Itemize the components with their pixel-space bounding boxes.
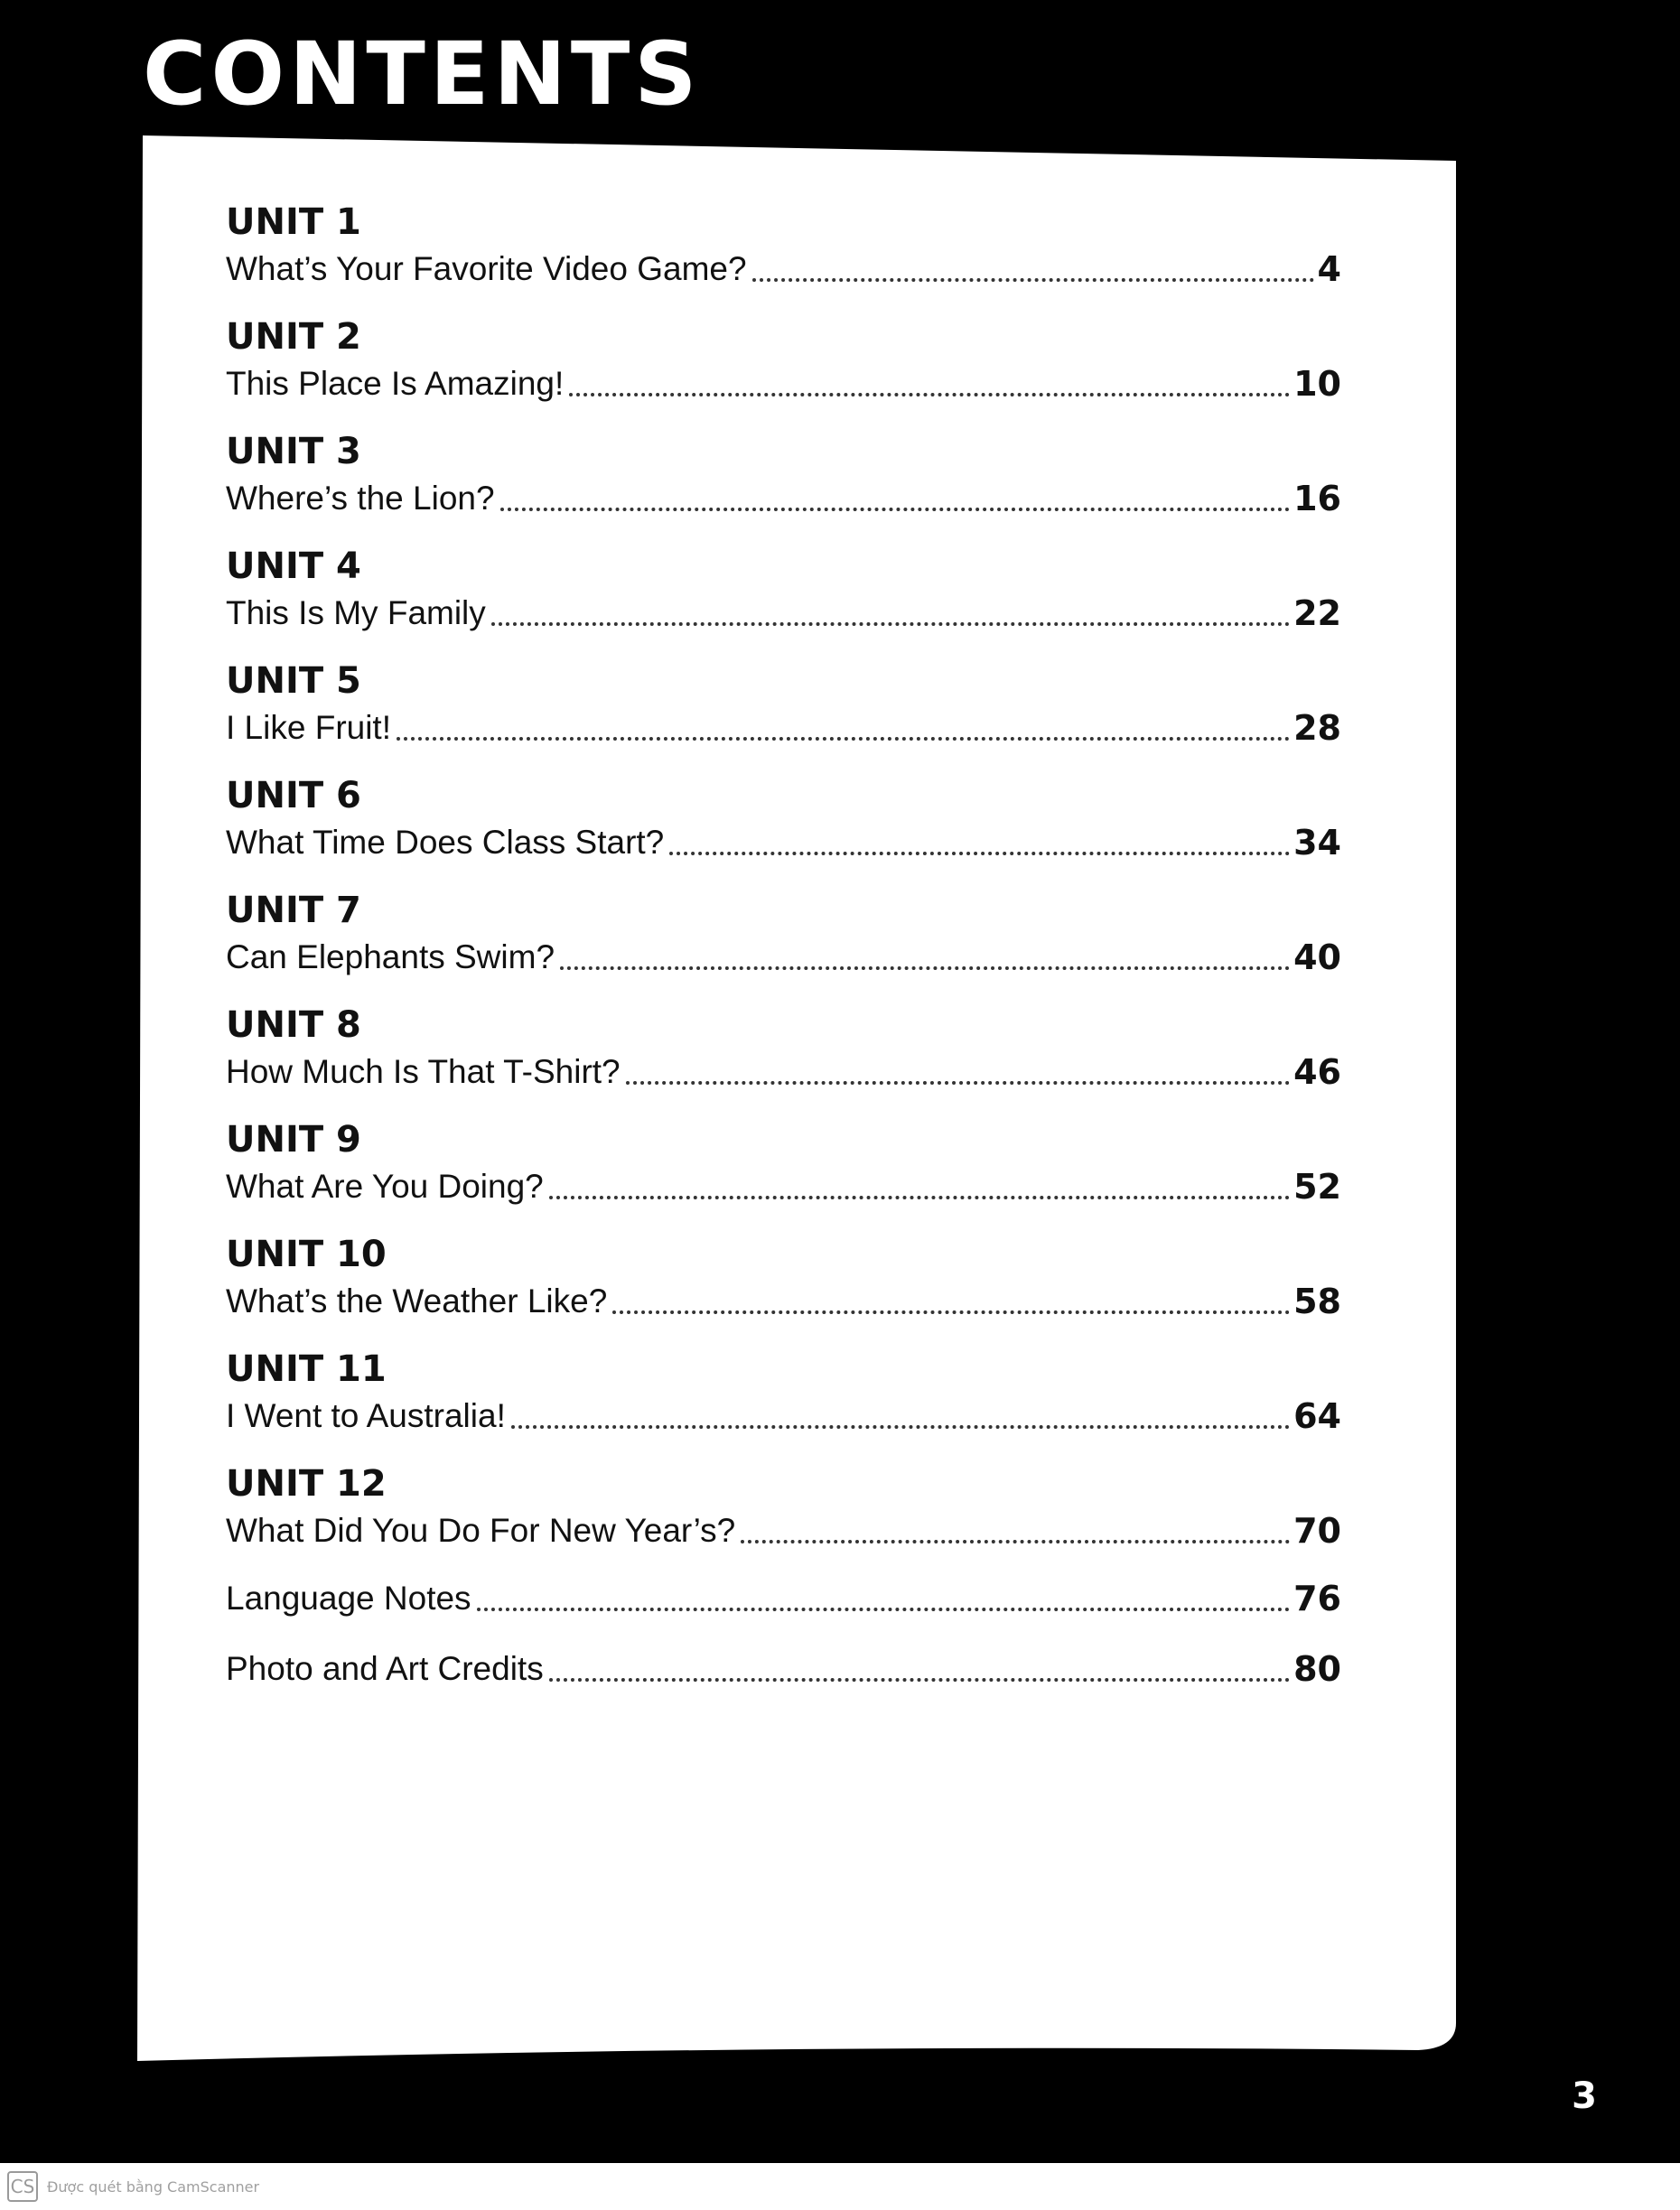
- dot-leader: [549, 1678, 1290, 1682]
- toc-entry-language-notes[interactable]: [226, 1575, 1341, 1622]
- page-ref: 52: [1293, 1167, 1341, 1207]
- section-title: Language Notes: [226, 1580, 471, 1617]
- dot-leader: [626, 1081, 1290, 1085]
- dot-leader: [752, 278, 1314, 282]
- page-number: 3: [1572, 2075, 1597, 2117]
- toc-row: [226, 1163, 1341, 1210]
- unit-label: UNIT 3: [226, 431, 361, 472]
- unit-label: UNIT 5: [226, 660, 361, 702]
- page-ref: 58: [1293, 1282, 1341, 1321]
- scanner-watermark-bar: [0, 2163, 1680, 2210]
- unit-label: UNIT 8: [226, 1004, 361, 1046]
- unit-label: UNIT 12: [226, 1463, 387, 1505]
- toc-entry-photo-credits[interactable]: [226, 1646, 1341, 1692]
- page-ref: 40: [1293, 937, 1341, 977]
- unit-title: I Went to Australia!: [226, 1397, 506, 1434]
- unit-title: Where’s the Lion?: [226, 480, 495, 517]
- toc-row: [226, 1507, 1341, 1554]
- dot-leader: [397, 737, 1290, 741]
- unit-label: UNIT 2: [226, 316, 361, 358]
- unit-title: What Are You Doing?: [226, 1168, 544, 1205]
- page-ref: 34: [1293, 823, 1341, 863]
- toc-entry-unit-10[interactable]: [226, 1231, 1341, 1325]
- toc-row: [226, 1575, 1341, 1622]
- page-ref: 22: [1293, 593, 1341, 633]
- table-of-contents: [226, 190, 1341, 1716]
- dot-leader: [549, 1196, 1290, 1199]
- page-ref: 16: [1293, 479, 1341, 518]
- camscanner-logo-icon: CS: [7, 2171, 38, 2202]
- dot-leader: [612, 1310, 1290, 1314]
- toc-entry-unit-12[interactable]: [226, 1460, 1341, 1554]
- toc-row: [226, 704, 1341, 751]
- page-ref: 28: [1293, 708, 1341, 748]
- unit-label: UNIT 7: [226, 890, 361, 931]
- unit-title: What Time Does Class Start?: [226, 824, 665, 861]
- toc-entry-unit-4[interactable]: [226, 543, 1341, 637]
- unit-title: What’s the Weather Like?: [226, 1282, 608, 1319]
- dot-leader: [569, 393, 1290, 396]
- unit-title: How Much Is That T-Shirt?: [226, 1053, 621, 1090]
- toc-row: [226, 590, 1341, 637]
- unit-label: UNIT 1: [226, 201, 361, 243]
- toc-entry-unit-1[interactable]: [226, 199, 1341, 293]
- toc-entry-unit-3[interactable]: [226, 428, 1341, 522]
- toc-entry-unit-9[interactable]: [226, 1116, 1341, 1210]
- dot-leader: [741, 1540, 1290, 1543]
- page-ref: 70: [1293, 1511, 1341, 1551]
- toc-entry-unit-8[interactable]: [226, 1002, 1341, 1096]
- unit-title: Can Elephants Swim?: [226, 938, 555, 975]
- toc-row: [226, 1278, 1341, 1325]
- toc-row: [226, 475, 1341, 522]
- toc-entry-unit-7[interactable]: [226, 887, 1341, 981]
- page-ref: 80: [1293, 1649, 1341, 1689]
- toc-entry-unit-5[interactable]: [226, 657, 1341, 751]
- page-ref: 4: [1317, 249, 1341, 289]
- page-ref: 64: [1293, 1396, 1341, 1436]
- dot-leader: [669, 852, 1290, 855]
- unit-label: UNIT 6: [226, 775, 361, 816]
- page-ref: 76: [1293, 1579, 1341, 1618]
- toc-row: [226, 246, 1341, 293]
- unit-title: I Like Fruit!: [226, 709, 391, 746]
- unit-title: What Did You Do For New Year’s?: [226, 1512, 736, 1549]
- toc-entry-unit-11[interactable]: [226, 1346, 1341, 1440]
- toc-row: [226, 1393, 1341, 1440]
- unit-label: UNIT 10: [226, 1234, 387, 1275]
- unit-label: UNIT 9: [226, 1119, 361, 1161]
- dot-leader: [511, 1425, 1290, 1429]
- unit-label: UNIT 11: [226, 1348, 387, 1390]
- dot-leader: [560, 966, 1290, 970]
- unit-title: What’s Your Favorite Video Game?: [226, 250, 747, 287]
- dot-leader: [491, 622, 1290, 626]
- unit-title: This Place Is Amazing!: [226, 365, 565, 402]
- toc-row: [226, 819, 1341, 866]
- page-title: CONTENTS: [143, 23, 702, 125]
- toc-row: [226, 1049, 1341, 1096]
- page-ref: 46: [1293, 1052, 1341, 1092]
- dot-leader: [477, 1608, 1291, 1611]
- unit-label: UNIT 4: [226, 546, 361, 587]
- toc-row: [226, 360, 1341, 407]
- scanner-watermark-text: Được quét bằng CamScanner: [47, 2177, 260, 2196]
- toc-row: [226, 1646, 1341, 1692]
- section-title: Photo and Art Credits: [226, 1650, 544, 1687]
- toc-entry-unit-6[interactable]: [226, 772, 1341, 866]
- toc-row: [226, 934, 1341, 981]
- unit-title: This Is My Family: [226, 594, 486, 631]
- toc-entry-unit-2[interactable]: [226, 313, 1341, 407]
- dot-leader: [500, 508, 1291, 511]
- page-ref: 10: [1293, 364, 1341, 404]
